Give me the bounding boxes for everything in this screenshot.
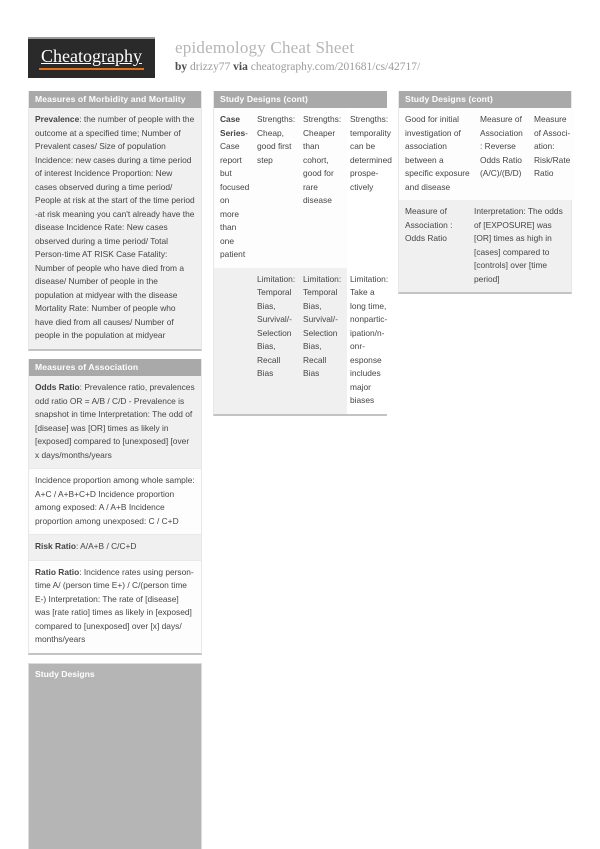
morbidity-text: : the number of people with the outcome at a specified time; Number of Prevalent cases/ Size of population Incidence: new cases during a time period of interest Incidence Proportion: New cases observed during a time period/ People at risk at the start of the time period -at risk meaning you can't already have the disease Incidence Rate: New cases observed during a time period/ Total Person-time AT RISK Case Fatality: Number of people who have died from a disease/ Number of people in the population at midyear with the disease Mortality Rate: Number of people who have died from all causes/ Number of people in the population at midyear <box>35 114 195 341</box>
risk-ratio-text: : A/A+B / C/C+D <box>75 541 137 552</box>
section-header-study-designs-cont-1: Study Designs (cont) <box>214 91 387 108</box>
cell-reverse-odds-ratio: Measure of Association : Reverse Odds Ratio (A/C)/(B/D) <box>477 108 531 200</box>
via-label: via <box>233 61 248 73</box>
content-columns <box>28 91 572 849</box>
byline <box>175 61 420 73</box>
card-morbidity-mortality <box>28 91 202 351</box>
column-1 <box>28 91 202 849</box>
table-row <box>214 268 396 414</box>
association-row-incidence-proportion <box>29 468 201 534</box>
section-header-study-designs-cont-2: Study Designs (cont) <box>399 91 571 108</box>
by-label: by <box>175 61 188 73</box>
cheatography-logo[interactable] <box>28 37 155 78</box>
term-risk-ratio: Risk Ratio <box>35 541 76 552</box>
term-case-series: Case Series <box>220 114 246 138</box>
table-row <box>214 108 396 268</box>
association-row-odds-ratio <box>29 376 201 468</box>
odds-ratio-text: : Prevalence ratio, prevalences odd ratio OR = A/B / C/D - Prevalence is snapshot in time Interpretation: The odd of [disease] was [OR] times as likely in [exposed] compared to [unexposed] [over x days/months/years <box>35 382 195 460</box>
study-designs-table <box>214 108 396 414</box>
association-row-risk-ratio <box>29 534 201 560</box>
table-row <box>399 200 571 292</box>
case-series-text: - Case report but focused on more than one patient <box>220 127 250 260</box>
ratio-ratio-text: : Incidence rates using person-time A/ (person time E+) / C/(person time E-) Interpretation: The rate of [disease] was [rate ratio] times as likely in [exposed] compared to [unexposed] over [x] days/ months/years <box>35 566 194 645</box>
term-ratio-ratio: Ratio Ratio <box>35 566 80 577</box>
cell-case-series <box>214 108 254 268</box>
sheet-url-link[interactable]: cheatography.com/201681/cs/42717/ <box>250 61 421 73</box>
table-row <box>399 108 571 200</box>
card-measures-association <box>28 359 202 655</box>
term-odds-ratio: Odds Ratio <box>35 382 80 393</box>
column-2 <box>213 91 392 424</box>
cell-good-for: Good for initial investigation of association between a specific exposure and disease <box>399 108 477 200</box>
card-study-designs-cont-1 <box>213 91 392 416</box>
study-designs-placeholder-image <box>28 663 202 849</box>
cell-limitation-3: Limitation: Take a long time, nonpartic-ipation/n-onr-esponse includes major biases <box>347 268 396 414</box>
cell-strengths-1: Strengths: Cheap, good first step <box>254 108 300 268</box>
cell-limitation-1: Limitation: Temporal Bias, Survival/-Selection Bias, Recall Bias <box>254 268 300 414</box>
cell-interpretation: Interpretation: The odds of [EXPOSURE] was [OR] times as high in [cases] compared to [controls] over [time period] <box>471 200 571 292</box>
cell-measure-odds-ratio: Measure of Association : Odds Ratio <box>399 200 471 292</box>
section-header-study-designs: Study Designs <box>35 668 95 679</box>
page-title: epidemology Cheat Sheet <box>175 38 355 57</box>
cell-empty <box>214 268 254 414</box>
column-3 <box>398 91 572 302</box>
title-block <box>175 37 420 73</box>
cell-limitation-2: Limitation: Temporal Bias, Survival/-Selection Bias, Recall Bias <box>300 268 347 414</box>
incidence-proportion-text: Incidence proportion among whole sample: A+C / A+B+C+D Incidence proportion among exposed: A / A+B Incidence proportion among unexposed: C / C+D <box>35 475 195 526</box>
section-header-association: Measures of Association <box>29 359 201 376</box>
page-header <box>28 37 572 78</box>
morbidity-body <box>29 108 201 349</box>
author-link[interactable]: drizzy77 <box>190 61 231 73</box>
cell-risk-rate-ratio: Measure of Associ-ation: Risk/Rate Ratio <box>531 108 574 200</box>
logo-wordmark: Cheatography <box>39 47 144 70</box>
card-study-designs-cont-2 <box>398 91 572 294</box>
cell-strengths-3: Strengths: temporality can be determined prospe-ctively <box>347 108 396 268</box>
term-prevalence: Prevalence <box>35 114 80 125</box>
section-header-morbidity: Measures of Morbidity and Mortality <box>29 91 201 108</box>
association-row-ratio-ratio <box>29 560 201 653</box>
cell-strengths-2: Strengths: Cheaper than cohort, good for rare disease <box>300 108 347 268</box>
